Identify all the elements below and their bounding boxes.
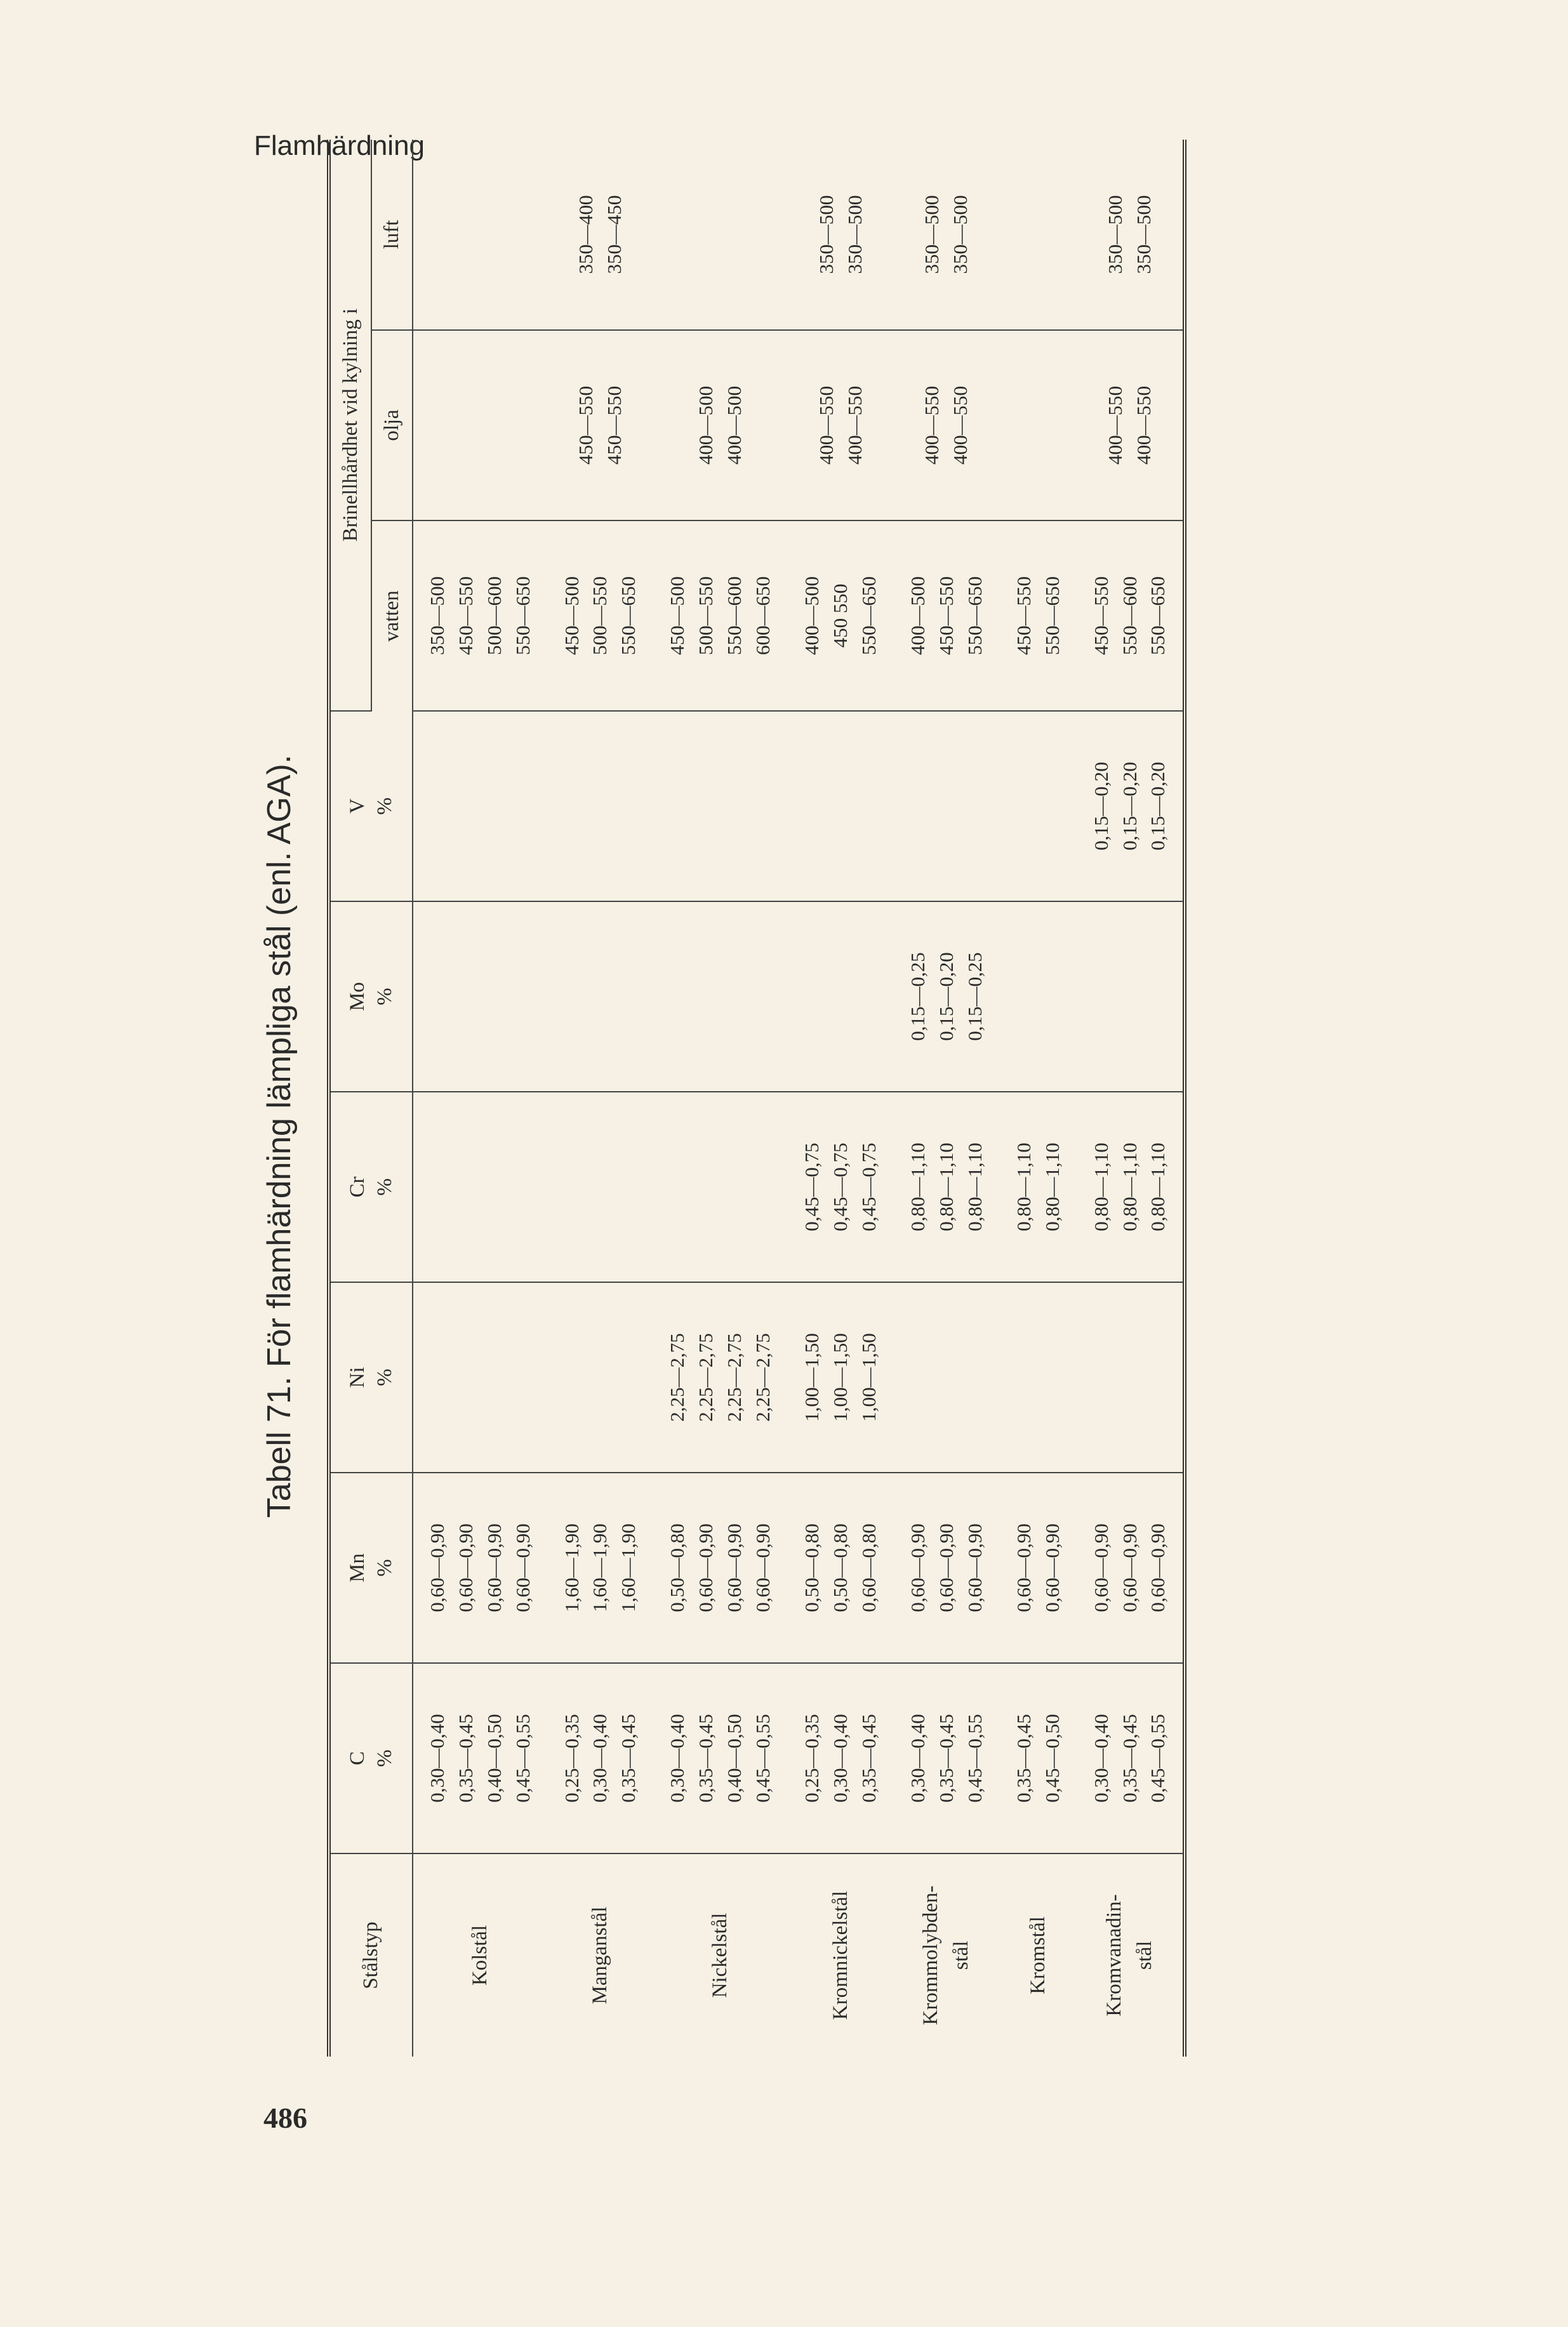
cell-staltyp — [894, 1853, 1000, 2057]
cell-value: 500—550 — [694, 576, 717, 655]
cell-value: 2,25—2,75 — [694, 1333, 717, 1422]
cell-c — [1000, 1663, 1077, 1853]
cell-value: 0,80—1,10 — [906, 1143, 929, 1231]
cell-value: 400—500 — [801, 576, 823, 655]
cell-olja — [1077, 330, 1185, 520]
cell-value: 0,80—1,10 — [1089, 1143, 1112, 1231]
cell-vatten — [413, 520, 548, 711]
cell-value: 0,45—0,75 — [801, 1143, 823, 1231]
header-vatten — [371, 520, 413, 711]
cell-value: 0,60—0,90 — [1012, 1523, 1035, 1612]
cell-value: 1,60—1,90 — [560, 1523, 583, 1612]
cell-value: 350—450 — [602, 195, 625, 274]
cell-value: 450—550 — [602, 386, 625, 465]
cell-luft — [894, 140, 1000, 330]
cell-value: 0,45—0,55 — [752, 1714, 774, 1803]
cell-value: 600—650 — [752, 576, 774, 655]
cell-value: 0,35—0,45 — [1118, 1714, 1141, 1803]
cell-luft — [788, 140, 894, 330]
cell-value: 400—550 — [1104, 386, 1127, 465]
cell-value: 350—500 — [949, 195, 972, 274]
header-mo-label: Mo % — [346, 982, 396, 1011]
cell-value: 0,35—0,45 — [1012, 1714, 1035, 1803]
cell-mo — [1077, 901, 1185, 1092]
cell-value: 350—500 — [843, 195, 866, 274]
cell-value: 400—550 — [814, 386, 837, 465]
header-luft-label: luft — [380, 220, 403, 249]
cell-value: 450—500 — [666, 576, 689, 655]
cell-mo — [788, 901, 894, 1092]
cell-v — [413, 711, 548, 901]
cell-olja — [548, 330, 654, 520]
cell-v — [653, 711, 788, 901]
cell-v — [1077, 711, 1185, 901]
staltyp-label: Krommolybden- stål — [919, 1885, 973, 2025]
cell-mo — [1000, 901, 1077, 1092]
cell-value: 0,45—0,55 — [963, 1714, 986, 1803]
cell-value: 0,15—0,20 — [1089, 762, 1112, 851]
cell-luft — [653, 140, 788, 330]
cell-cr — [894, 1092, 1000, 1282]
cell-value: 0,80—1,10 — [963, 1143, 986, 1231]
cell-staltyp — [653, 1853, 788, 2057]
table-body — [413, 140, 1185, 2057]
cell-c — [413, 1663, 548, 1853]
cell-value: 350—500 — [1133, 195, 1155, 274]
header-mo — [329, 901, 413, 1092]
staltyp-label: Kromstål — [1026, 1916, 1049, 1994]
header-cr — [329, 1092, 413, 1282]
cell-value: 0,60—0,90 — [694, 1523, 717, 1612]
cell-value: 2,25—2,75 — [666, 1333, 689, 1422]
cell-value: 0,40—0,50 — [482, 1714, 505, 1803]
cell-olja — [1000, 330, 1077, 520]
cell-value: 550—600 — [1118, 576, 1141, 655]
cell-vatten — [1077, 520, 1185, 711]
cell-value: 0,35—0,45 — [694, 1714, 717, 1803]
cell-value: 550—650 — [617, 576, 640, 655]
header-c-label: C % — [346, 1749, 396, 1767]
cell-value: 350—400 — [575, 195, 597, 274]
header-ni-label: Ni % — [346, 1367, 396, 1388]
cell-ni — [653, 1282, 788, 1473]
cell-value: 550—650 — [857, 576, 880, 655]
cell-value: 2,25—2,75 — [752, 1333, 774, 1422]
header-staltyp-label: Stålstyp — [359, 1921, 383, 1989]
cell-value: 0,60—0,90 — [963, 1523, 986, 1612]
cell-value: 1,60—1,90 — [617, 1523, 640, 1612]
cell-value: 0,45—0,50 — [1040, 1714, 1063, 1803]
cell-cr — [548, 1092, 654, 1282]
cell-value: 0,60—0,90 — [511, 1523, 534, 1612]
header-v-label: V % — [346, 797, 396, 815]
cell-value: 400—500 — [906, 576, 929, 655]
cell-mn — [413, 1473, 548, 1663]
cell-luft — [1077, 140, 1185, 330]
table-row — [788, 140, 894, 2057]
table-row — [653, 140, 788, 2057]
header-c — [329, 1663, 413, 1853]
cell-ni — [1000, 1282, 1077, 1473]
cell-luft — [548, 140, 654, 330]
cell-mn — [788, 1473, 894, 1663]
cell-mn — [653, 1473, 788, 1663]
staltyp-label: Kromnickelstål — [828, 1890, 852, 2020]
cell-value: 350—500 — [425, 576, 448, 655]
cell-value: 400—500 — [694, 386, 717, 465]
cell-vatten — [1000, 520, 1077, 711]
cell-vatten — [653, 520, 788, 711]
cell-value: 0,35—0,45 — [857, 1714, 880, 1803]
cell-value: 0,15—0,25 — [963, 952, 986, 1041]
cell-value: 350—500 — [814, 195, 837, 274]
cell-value: 400—550 — [843, 386, 866, 465]
cell-value: 350—500 — [920, 195, 943, 274]
cell-luft — [413, 140, 548, 330]
cell-value: 0,15—0,20 — [1146, 762, 1169, 851]
cell-value: 0,45—0,75 — [829, 1143, 852, 1231]
cell-value: 0,25—0,35 — [560, 1714, 583, 1803]
cell-staltyp — [788, 1853, 894, 2057]
cell-value: 0,35—0,45 — [617, 1714, 640, 1803]
cell-value: 0,35—0,45 — [454, 1714, 477, 1803]
staltyp-label: Kromvanadin- stål — [1103, 1894, 1156, 2017]
header-ni — [329, 1282, 413, 1473]
cell-c — [894, 1663, 1000, 1853]
cell-staltyp — [548, 1853, 654, 2057]
cell-value: 0,15—0,25 — [906, 952, 929, 1041]
cell-value: 0,80—1,10 — [1118, 1143, 1141, 1231]
cell-value: 2,25—2,75 — [723, 1333, 746, 1422]
rotated-table-region — [244, 195, 1451, 2057]
cell-v — [894, 711, 1000, 901]
table-row — [548, 140, 654, 2057]
cell-value: 400—550 — [949, 386, 972, 465]
cell-olja — [413, 330, 548, 520]
cell-value: 0,45—0,55 — [1146, 1714, 1169, 1803]
cell-value: 1,60—1,90 — [588, 1523, 611, 1612]
cell-value: 550—650 — [1040, 576, 1063, 655]
cell-value: 0,15—0,20 — [1118, 762, 1141, 851]
cell-ni — [788, 1282, 894, 1473]
cell-value: 0,30—0,40 — [829, 1714, 852, 1803]
cell-value: 0,15—0,20 — [934, 952, 957, 1041]
cell-value: 550—600 — [723, 576, 746, 655]
cell-mo — [653, 901, 788, 1092]
cell-ni — [548, 1282, 654, 1473]
cell-mn — [1000, 1473, 1077, 1663]
cell-c — [788, 1663, 894, 1853]
cell-value: 0,80—1,10 — [934, 1143, 957, 1231]
cell-staltyp — [1000, 1853, 1077, 2057]
cell-ni — [413, 1282, 548, 1473]
cell-value: 0,30—0,40 — [1089, 1714, 1112, 1803]
cell-staltyp — [413, 1853, 548, 2057]
cell-value: 400—550 — [920, 386, 943, 465]
cell-value: 450 550 — [829, 583, 852, 648]
cell-luft — [1000, 140, 1077, 330]
cell-vatten — [788, 520, 894, 711]
table-row — [1077, 140, 1185, 2057]
staltyp-label: Manganstål — [588, 1906, 612, 2005]
cell-mo — [413, 901, 548, 1092]
header-cr-label: Cr % — [346, 1176, 396, 1198]
cell-value: 0,60—0,90 — [425, 1523, 448, 1612]
cell-c — [653, 1663, 788, 1853]
cell-value: 400—550 — [1133, 386, 1155, 465]
cell-value: 0,60—0,90 — [482, 1523, 505, 1612]
header-staltyp — [329, 1853, 413, 2057]
cell-vatten — [894, 520, 1000, 711]
cell-value: 0,40—0,50 — [723, 1714, 746, 1803]
cell-value: 0,30—0,40 — [666, 1714, 689, 1803]
cell-mn — [1077, 1473, 1185, 1663]
cell-value: 0,60—0,90 — [934, 1523, 957, 1612]
table-row — [894, 140, 1000, 2057]
cell-value: 0,80—1,10 — [1040, 1143, 1063, 1231]
cell-value: 0,25—0,35 — [801, 1714, 823, 1803]
cell-v — [788, 711, 894, 901]
header-vatten-label: vatten — [380, 590, 403, 642]
cell-cr — [413, 1092, 548, 1282]
cell-vatten — [548, 520, 654, 711]
cell-value: 0,60—0,90 — [723, 1523, 746, 1612]
cell-value: 450—550 — [1089, 576, 1112, 655]
running-head: Flamhärdning — [254, 130, 425, 161]
header-row-1 — [329, 140, 371, 2057]
cell-v — [548, 711, 654, 901]
cell-value: 0,45—0,55 — [511, 1714, 534, 1803]
cell-value: 0,35—0,45 — [934, 1714, 957, 1803]
cell-ni — [1077, 1282, 1185, 1473]
cell-olja — [894, 330, 1000, 520]
cell-cr — [653, 1092, 788, 1282]
cell-staltyp — [1077, 1853, 1185, 2057]
cell-value: 0,60—0,90 — [906, 1523, 929, 1612]
page-number: 486 — [263, 2102, 307, 2134]
cell-value: 0,60—0,90 — [1089, 1523, 1112, 1612]
cell-olja — [788, 330, 894, 520]
cell-value: 0,60—0,90 — [1118, 1523, 1141, 1612]
cell-value: 0,45—0,75 — [857, 1143, 880, 1231]
cell-value: 450—550 — [1012, 576, 1035, 655]
cell-ni — [894, 1282, 1000, 1473]
header-mn-label: Mn % — [346, 1553, 396, 1582]
cell-mo — [894, 901, 1000, 1092]
cell-value: 500—600 — [482, 576, 505, 655]
cell-value: 400—500 — [723, 386, 746, 465]
cell-mo — [548, 901, 654, 1092]
header-luft — [371, 140, 413, 330]
cell-cr — [1000, 1092, 1077, 1282]
cell-c — [1077, 1663, 1185, 1853]
cell-value: 1,00—1,50 — [857, 1333, 880, 1422]
staltyp-label: Nickelstål — [708, 1913, 732, 1998]
cell-value: 0,30—0,40 — [425, 1714, 448, 1803]
cell-c — [548, 1663, 654, 1853]
steel-table — [327, 140, 1186, 2057]
cell-value: 550—650 — [511, 576, 534, 655]
header-olja — [371, 330, 413, 520]
table-caption: Tabell 71. För flamhärdning lämpliga stål (enl. AGA). — [261, 754, 298, 1518]
cell-cr — [788, 1092, 894, 1282]
header-brinell-label: Brinellhårdhet vid kylning i — [339, 308, 362, 542]
cell-value: 1,00—1,50 — [829, 1333, 852, 1422]
header-v — [329, 711, 413, 901]
cell-value: 500—550 — [588, 576, 611, 655]
staltyp-label: Kolstål — [468, 1925, 491, 1986]
cell-value: 350—500 — [1104, 195, 1127, 274]
cell-value: 0,60—0,90 — [752, 1523, 774, 1612]
cell-value: 450—500 — [560, 576, 583, 655]
cell-value: 0,60—0,90 — [1146, 1523, 1169, 1612]
cell-value: 0,30—0,40 — [906, 1714, 929, 1803]
header-brinell — [329, 140, 371, 711]
cell-value: 450—550 — [454, 576, 477, 655]
cell-value: 0,50—0,80 — [801, 1523, 823, 1612]
cell-value: 0,80—1,10 — [1012, 1143, 1035, 1231]
cell-value: 0,60—0,90 — [454, 1523, 477, 1612]
cell-value: 0,30—0,40 — [588, 1714, 611, 1803]
cell-value: 0,50—0,80 — [829, 1523, 852, 1612]
cell-value: 550—650 — [1146, 576, 1169, 655]
cell-value: 0,80—1,10 — [1146, 1143, 1169, 1231]
cell-value: 1,00—1,50 — [801, 1333, 823, 1422]
cell-olja — [653, 330, 788, 520]
cell-mn — [894, 1473, 1000, 1663]
cell-v — [1000, 711, 1077, 901]
cell-value: 0,60—0,80 — [857, 1523, 880, 1612]
header-mn — [329, 1473, 413, 1663]
table-row — [1000, 140, 1077, 2057]
header-olja-label: olja — [380, 409, 403, 441]
cell-value: 0,60—0,90 — [1040, 1523, 1063, 1612]
cell-value: 550—650 — [963, 576, 986, 655]
cell-mn — [548, 1473, 654, 1663]
table-row — [413, 140, 548, 2057]
cell-cr — [1077, 1092, 1185, 1282]
cell-value: 0,50—0,80 — [666, 1523, 689, 1612]
cell-value: 450—550 — [934, 576, 957, 655]
cell-value: 450—550 — [575, 386, 597, 465]
